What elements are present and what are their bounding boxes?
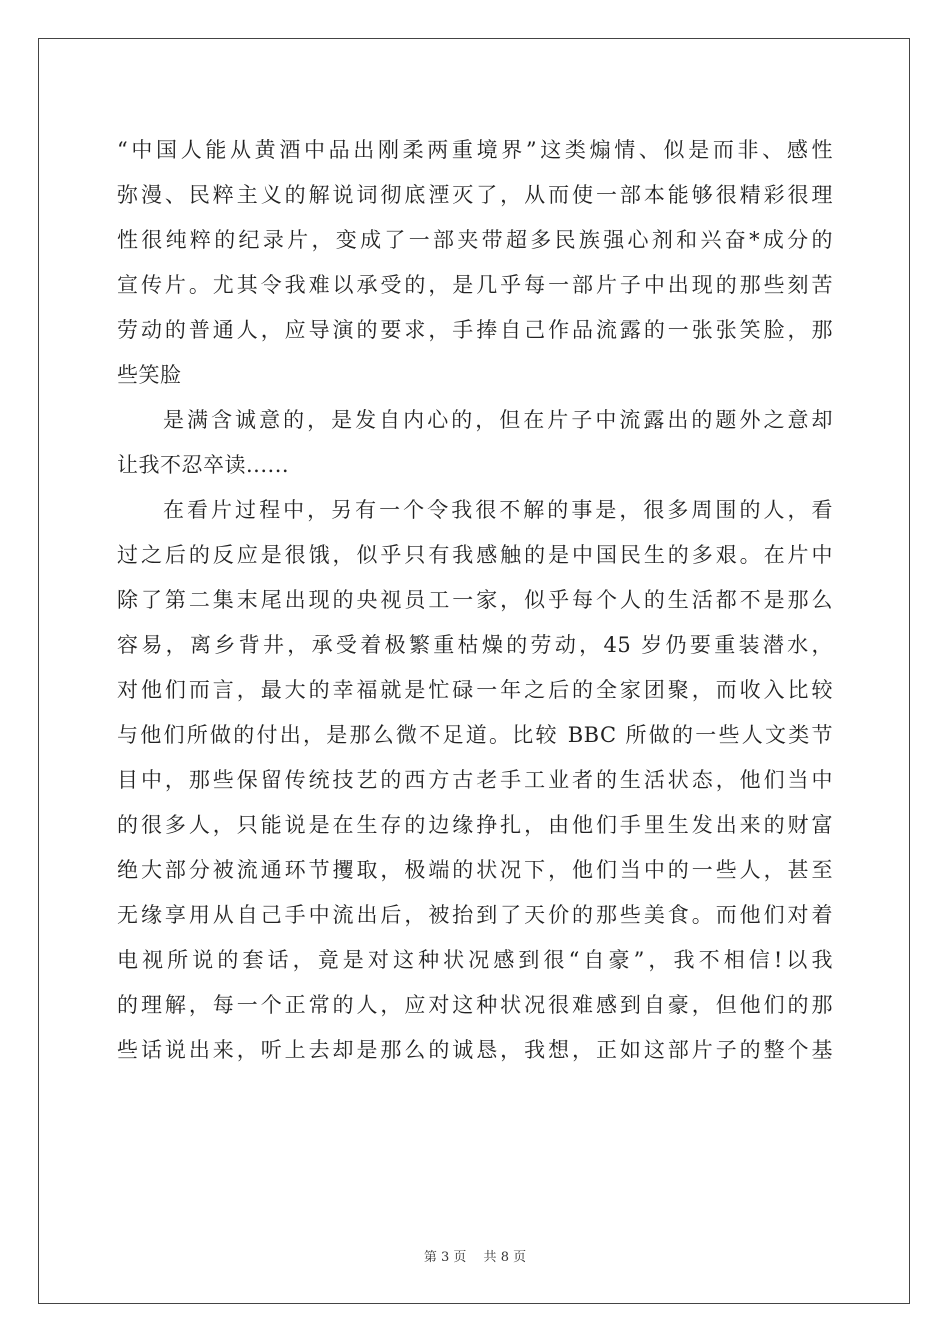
text-line: 电视所说的套话，竟是对这种状况感到很“自豪”，我不相信!以我 <box>117 948 833 972</box>
text-line: 宣传片。尤其令我难以承受的，是几乎每一部片子中出现的那些刻苦 <box>117 273 833 297</box>
text-line: 些话说出来，听上去却是那么的诚恳，我想，正如这部片子的整个基 <box>117 1038 833 1062</box>
text-line: 的很多人，只能说是在生存的边缘挣扎，由他们手里生发出来的财富 <box>117 813 833 837</box>
text-line: 劳动的普通人，应导演的要求，手捧自己作品流露的一张张笑脸，那 <box>117 318 833 342</box>
text-line: 与他们所做的付出，是那么微不足道。比较 BBC 所做的一些人文类节 <box>117 723 833 747</box>
text-line: 在看片过程中，另有一个令我很不解的事是，很多周围的人，看 <box>163 498 833 522</box>
text-line: 些笑脸 <box>117 363 182 387</box>
text-line: 目中，那些保留传统技艺的西方古老手工业者的生活状态，他们当中 <box>117 768 833 792</box>
text-line: 弥漫、民粹主义的解说词彻底湮灭了，从而使一部本能够很精彩很理 <box>117 183 833 207</box>
text-line: 性很纯粹的纪录片，变成了一部夹带超多民族强心剂和兴奋*成分的 <box>117 228 833 252</box>
text-line: 是满含诚意的，是发自内心的，但在片子中流露出的题外之意却 <box>163 408 833 432</box>
text-line: 无缘享用从自己手中流出后，被抬到了天价的那些美食。而他们对着 <box>117 903 833 927</box>
text-line: 容易，离乡背井，承受着极繁重枯燥的劳动，45 岁仍要重装潜水， <box>117 633 833 657</box>
text-line: 对他们而言，最大的幸福就是忙碌一年之后的全家团聚，而收入比较 <box>117 678 833 702</box>
text-line: “中国人能从黄酒中品出刚柔两重境界”这类煽情、似是而非、感性 <box>117 138 833 162</box>
text-line: 过之后的反应是很饿，似乎只有我感触的是中国民生的多艰。在片中 <box>117 543 833 567</box>
text-line: 的理解，每一个正常的人，应对这种状况很难感到自豪，但他们的那 <box>117 993 833 1017</box>
document-body <box>117 128 833 1073</box>
text-line: 绝大部分被流通环节攫取，极端的状况下，他们当中的一些人，甚至 <box>117 858 833 882</box>
text-line: 除了第二集末尾出现的央视员工一家，似乎每个人的生活都不是那么 <box>117 588 833 612</box>
page-number-footer: 第 3 页 共 8 页 <box>423 1250 527 1265</box>
text-line: 让我不忍卒读...... <box>117 453 290 477</box>
